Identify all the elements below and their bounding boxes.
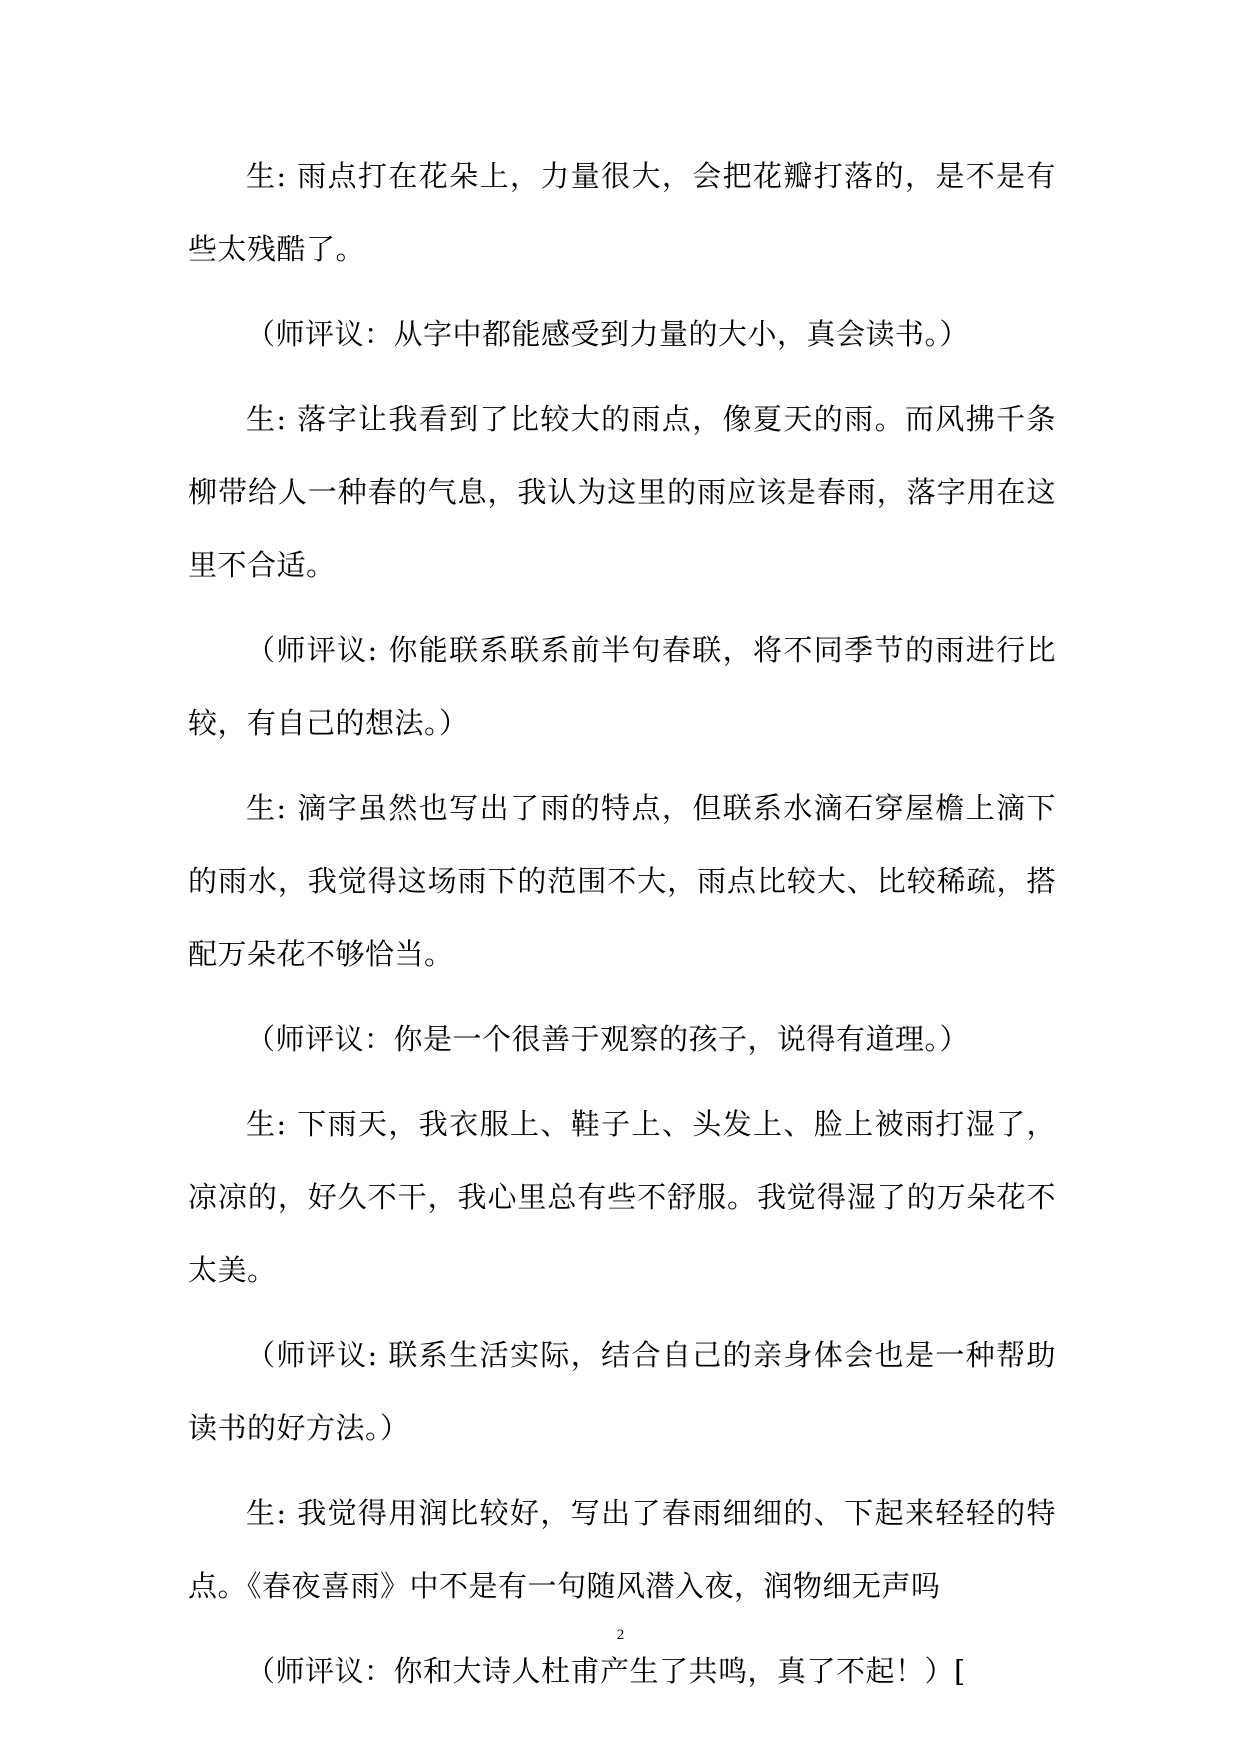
page-number: 2 [616,1627,625,1643]
paragraph-teacher-comment-3: （师评议：你是一个很善于观察的孩子，说得有道理。） [246,1022,970,1056]
paragraph-teacher-comment-4: （师评议: 联系生活实际，结合自己的亲身体会也是一种帮助读书的好方法。） [188,1338,1056,1445]
paragraph-student-1: 生: 雨点打在花朵上，力量很大，会把花瓣打落的，是不是有些太残酷了。 [188,159,1056,266]
paragraph-teacher-comment-2: （师评议: 你能联系联系前半句春联，将不同季节的雨进行比较，有自己的想法。） [188,633,1056,740]
document-body [188,140,1056,1720]
paragraph-teacher-comment-1: （师评议：从字中都能感受到力量的大小，真会读书。） [246,317,970,351]
paragraph-student-2: 生: 落字让我看到了比较大的雨点，像夏天的雨。而风拂千条柳带给人一种春的气息，我认为这里的雨应该是春雨，落字用在这里不合适。 [188,402,1056,582]
paragraph-student-4: 生: 下雨天，我衣服上、鞋子上、头发上、脸上被雨打湿了，凉凉的，好久不干，我心里总有些不舒服。我觉得湿了的万朵花不太美。 [188,1107,1056,1287]
paragraph-student-3: 生: 滴字虽然也写出了雨的特点，但联系水滴石穿屋檐上滴下的雨水，我觉得这场雨下的范围不大，雨点比较大、比较稀疏，搭配万朵花不够恰当。 [188,791,1056,971]
paragraph-teacher-comment-5: （师评议：你和大诗人杜甫产生了共鸣，真了不起！）[ [246,1654,966,1688]
paragraph-student-5: 生: 我觉得用润比较好，写出了春雨细细的、下起来轻轻的特点。《春夜喜雨》中不是有一句随风潜入夜，润物细无声吗 [188,1496,1056,1603]
